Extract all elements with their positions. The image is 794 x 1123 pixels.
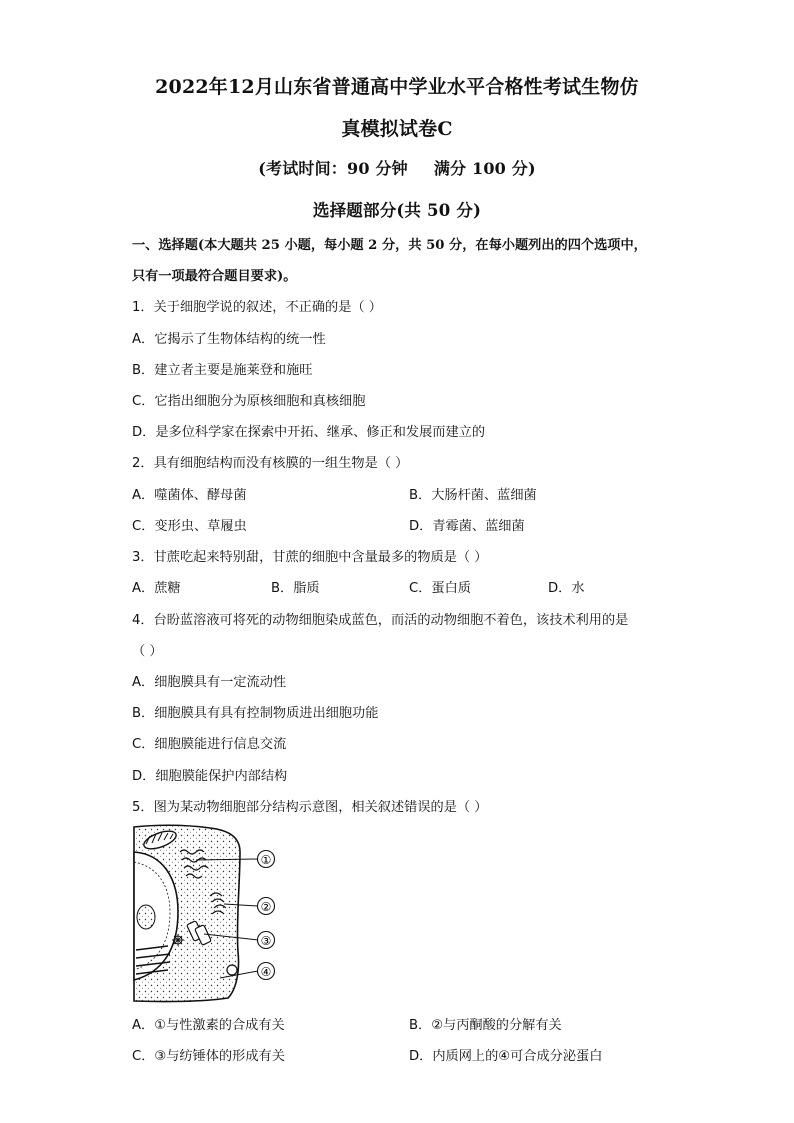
section-title: 选择题部分(共 50 分) xyxy=(312,201,482,220)
exam-title-line2: 真模拟试卷C xyxy=(341,118,453,140)
instructions-line2: 只有一项最符合题目要求)。 xyxy=(132,269,297,284)
question-1-option-d: D．是多位科学家在探索中开拓、继承、修正和发展而建立的 xyxy=(132,425,486,440)
question-2-stem: 2．具有细胞结构而没有核膜的一组生物是（ ） xyxy=(132,456,409,471)
question-3-option-a: A．蔗糖 xyxy=(132,581,181,596)
question-3-option-d: D．水 xyxy=(548,581,585,596)
question-1-option-c: C．它指出细胞分为原核细胞和真核细胞 xyxy=(132,394,366,409)
vesicle-structure-4 xyxy=(227,965,237,975)
question-1-option-b: B．建立者主要是施莱登和施旺 xyxy=(132,363,313,378)
question-3-option-c: C．蛋白质 xyxy=(409,581,471,596)
figure-label-2: ② xyxy=(260,900,272,914)
question-2-option-b: B．大肠杆菌、蓝细菌 xyxy=(409,488,537,503)
figure-label-4: ④ xyxy=(260,965,272,979)
question-2-option-c: C．变形虫、草履虫 xyxy=(132,519,247,534)
question-1-option-a: A．它揭示了生物体结构的统一性 xyxy=(132,332,326,347)
question-4-stem-cont: （ ） xyxy=(132,644,163,659)
question-5-stem: 5．图为某动物细胞部分结构示意图，相关叙述错误的是（ ） xyxy=(132,800,488,815)
question-5-option-d: D．内质网上的④可合成分泌蛋白 xyxy=(409,1049,603,1064)
question-4-option-a: A．细胞膜具有一定流动性 xyxy=(132,675,287,690)
question-4-option-d: D．细胞膜能保护内部结构 xyxy=(132,769,288,784)
question-5-option-b: B．②与丙酮酸的分解有关 xyxy=(409,1018,562,1033)
cell-structure-figure xyxy=(132,822,292,1004)
question-5-option-c: C．③与纺锤体的形成有关 xyxy=(132,1049,285,1064)
figure-label-1: ① xyxy=(260,853,272,867)
exam-info xyxy=(0,156,794,179)
question-4-stem: 4．台盼蓝溶液可将死的动物细胞染成蓝色，而活的动物细胞不着色，该技术利用的是 xyxy=(132,613,629,628)
question-3-stem: 3．甘蔗吃起来特别甜，甘蔗的细胞中含量最多的物质是（ ） xyxy=(132,550,488,565)
instructions-line1: 一、选择题(本大题共 25 小题，每小题 2 分，共 50 分，在每小题列出的四个选项中， xyxy=(132,238,647,253)
question-5-option-a: A．①与性激素的合成有关 xyxy=(132,1018,285,1033)
exam-title-line1: 2022年12月山东省普通高中学业水平合格性考试生物仿 xyxy=(155,76,639,98)
question-2-option-a: A．噬菌体、酵母菌 xyxy=(132,488,247,503)
full-score: 满分 100 分) xyxy=(433,159,536,178)
question-3-option-b: B．脂质 xyxy=(271,581,320,596)
question-1-stem: 1．关于细胞学说的叙述，不正确的是（ ） xyxy=(132,300,382,315)
question-4-option-b: B．细胞膜具有具有控制物质进出细胞功能 xyxy=(132,706,379,721)
figure-label-3: ③ xyxy=(260,934,272,948)
question-2-option-d: D．青霉菌、蓝细菌 xyxy=(409,519,525,534)
exam-time: (考试时间：90 分钟 xyxy=(258,159,408,178)
question-4-option-c: C．细胞膜能进行信息交流 xyxy=(132,737,287,752)
